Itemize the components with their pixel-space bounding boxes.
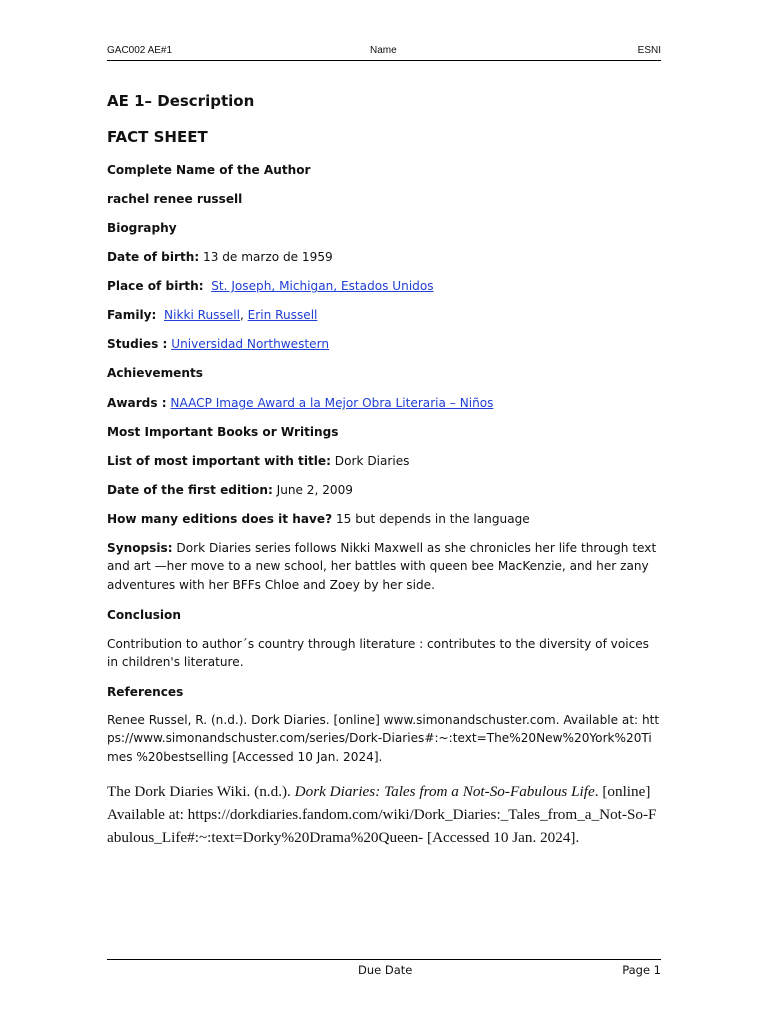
studies-label: Studies : <box>107 337 168 351</box>
reference-2 <box>107 780 663 849</box>
editions-value: 15 but depends in the language <box>332 512 530 526</box>
synopsis-label: Synopsis: <box>107 541 173 555</box>
header-course-code: GAC002 AE#1 <box>107 45 173 56</box>
synopsis-paragraph <box>107 539 663 594</box>
author-name: rachel renee russell <box>107 192 243 206</box>
studies-row <box>107 335 329 353</box>
conclusion-heading: Conclusion <box>107 608 181 622</box>
pob-label: Place of birth: <box>107 279 204 293</box>
family-link-erin[interactable]: Erin Russell <box>247 308 318 322</box>
list-row <box>107 452 410 470</box>
editions-row <box>107 510 530 528</box>
editions-label: How many editions does it have? <box>107 512 333 526</box>
document-title: AE 1– Description <box>107 92 255 110</box>
books-heading: Most Important Books or Writings <box>107 425 339 439</box>
page-header <box>107 44 661 61</box>
biography-heading: Biography <box>107 221 177 235</box>
footer-due-date: Due Date <box>358 963 413 977</box>
list-label: List of most important with title: <box>107 454 331 468</box>
dob-label: Date of birth: <box>107 250 200 264</box>
conclusion-text: Contribution to author´s country through literature : contributes to the diversity of voices in children's literature. <box>107 637 649 670</box>
studies-link[interactable]: Universidad Northwestern <box>171 337 329 351</box>
first-edition-label: Date of the first edition: <box>107 483 273 497</box>
synopsis-text: Dork Diaries series follows Nikki Maxwell as she chronicles her life through text and art —her move to a new school, her battles with queen bee MacKenzie, and her zany adventures with her BFFs Chloe and Zoey by her side. <box>107 541 657 592</box>
date-of-birth-row <box>107 248 333 266</box>
header-esni: ESNI <box>637 45 661 56</box>
first-edition-value: June 2, 2009 <box>272 483 353 497</box>
header-name: Name <box>370 45 397 56</box>
reference-2-suffix: . [online] Available at: https://dorkdiaries.fandom.com/wiki/Dork_Diaries:_Tales_from_a_Not-So-Fabulous_Life#:~:text=Dorky%20Drama%20Queen- [Accessed 10 Jan. 2024]. <box>107 783 657 846</box>
awards-row <box>107 394 493 412</box>
family-row <box>107 306 317 324</box>
fact-sheet-heading: FACT SHEET <box>107 128 208 146</box>
place-of-birth-row <box>107 277 434 295</box>
family-link-nikki[interactable]: Nikki Russell <box>164 308 240 322</box>
footer-page-number: Page 1 <box>622 963 661 977</box>
reference-1: Renee Russel, R. (n.d.). Dork Diaries. [online] www.simonandschuster.com. Available at: https://www.simonandschuster.com/series/Dork-Diaries#:~:text=The%20New%20York%20Times %20bestselling [Accessed 10 Jan. 2024]. <box>107 713 660 764</box>
reference-2-prefix: The Dork Diaries Wiki. (n.d.). <box>107 783 295 800</box>
family-separator: , <box>239 308 248 322</box>
awards-label: Awards : <box>107 396 167 410</box>
list-value: Dork Diaries <box>330 454 410 468</box>
references-heading: References <box>107 685 184 699</box>
achievements-heading: Achievements <box>107 366 203 380</box>
author-heading: Complete Name of the Author <box>107 163 311 177</box>
reference-2-title: Dork Diaries: Tales from a Not-So-Fabulous Life <box>294 783 595 800</box>
pob-link[interactable]: St. Joseph, Michigan, Estados Unidos <box>211 279 434 293</box>
dob-value: 13 de marzo de 1959 <box>199 250 333 264</box>
page-footer <box>107 959 661 980</box>
family-label: Family: <box>107 308 157 322</box>
first-edition-row <box>107 481 353 499</box>
awards-link[interactable]: NAACP Image Award a la Mejor Obra Literaria – Niños <box>170 396 494 410</box>
